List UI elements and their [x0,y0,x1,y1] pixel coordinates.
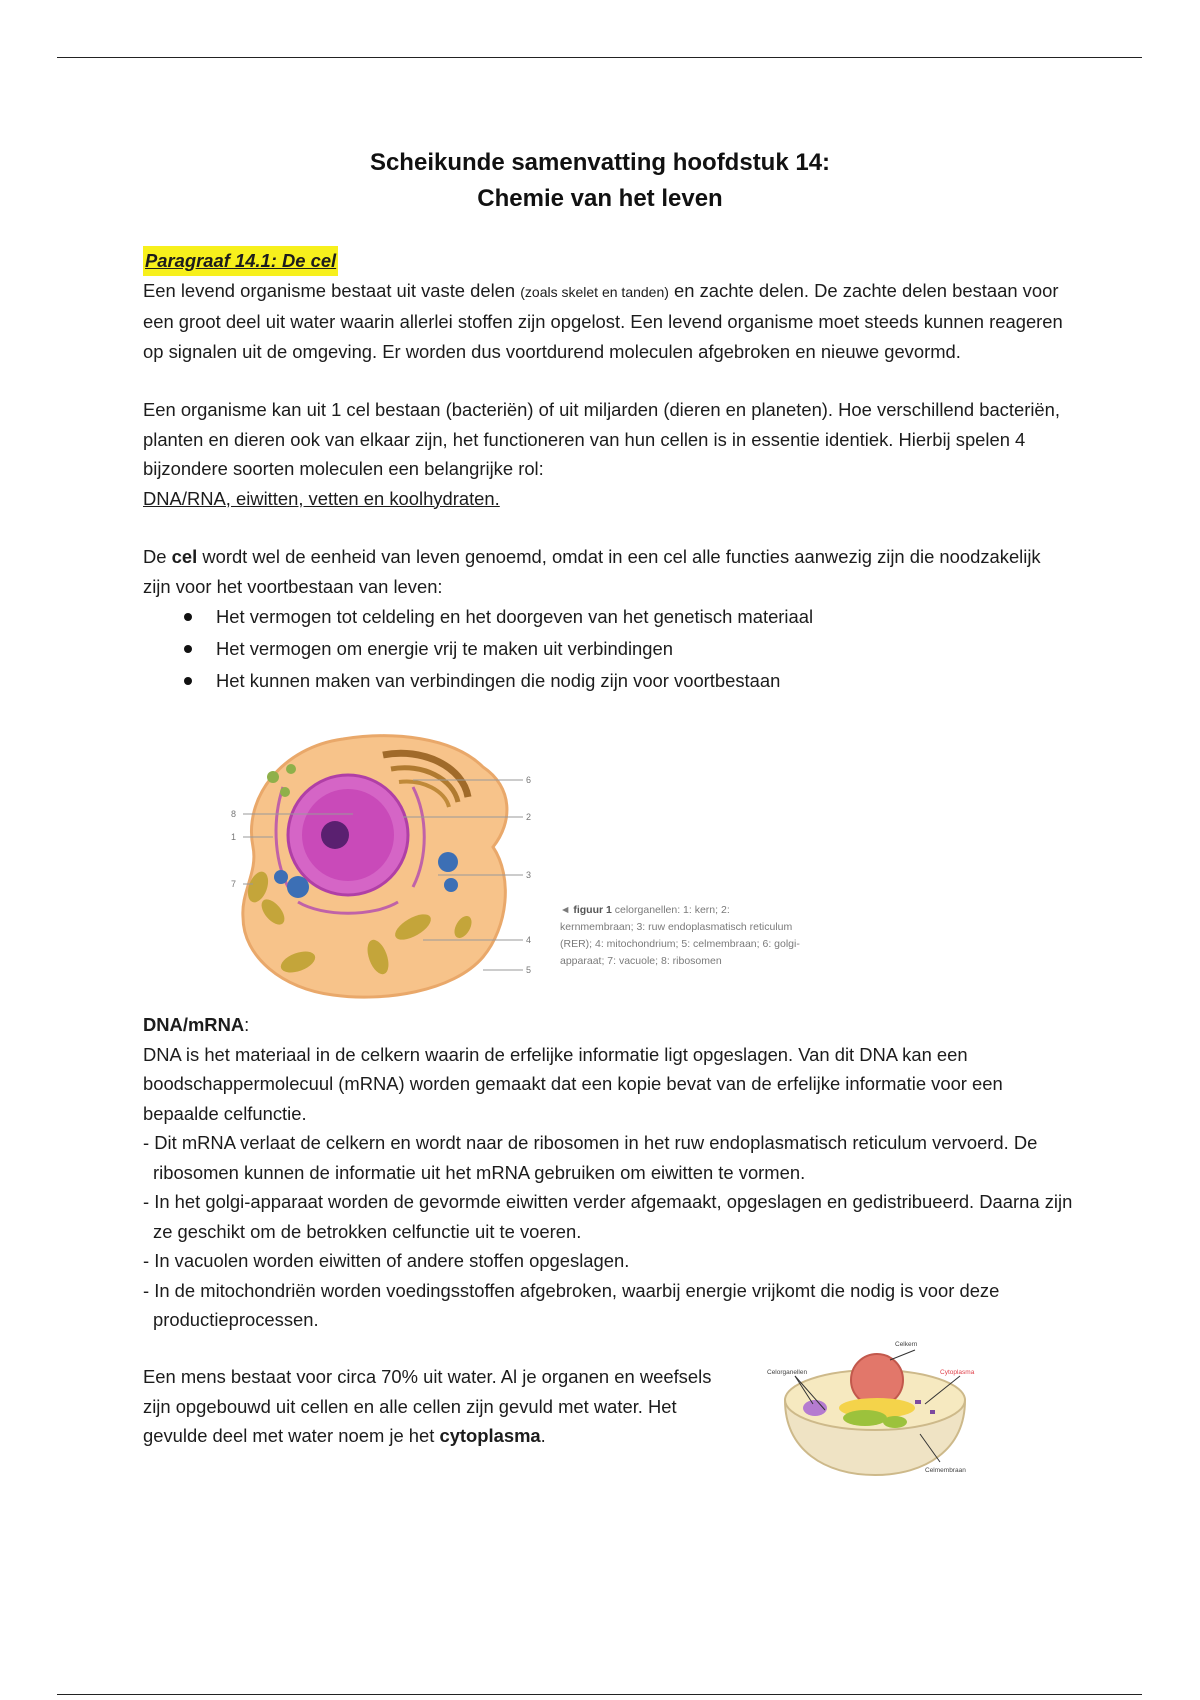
list-item: - In vacuolen worden eiwitten of andere stoffen opgeslagen. [143,1250,630,1271]
label-celkern: Celkern [895,1341,918,1348]
water-paragraph [143,1362,743,1451]
list-item: - In het golgi-apparaat worden de gevormde eiwitten verder afgemaakt, opgeslagen en gedistribueerd. Daarna zijn ze geschikt om de betrokken celfunctie uit te voeren. [143,1191,1073,1242]
dna-heading-suffix: : [244,1014,250,1035]
label-6: 6 [526,775,532,785]
list-item-text: Het vermogen om energie vrij te maken uit verbindingen [216,638,673,659]
dna-section [143,1010,1083,1335]
paragraph-2 [143,395,1073,513]
top-rule [57,57,1142,58]
paragraph-3 [143,542,1073,601]
caption-text: celorganellen: 1: kern; 2: kernmembraan; 3: ruw endoplasmatisch reticulum (RER); 4: mitochondrium; 5: celmembraan; 6: golgi-apparaat; 7: vacuole; 8: ribosomen [560,904,800,967]
cell-cross-section [765,1330,985,1480]
paragraph-1 [143,276,1073,367]
paragraph-1-end: en zachte delen. De zachte delen bestaan voor een groot deel uit water waarin allerlei stoffen zijn opgelost. Een levend organisme moet steeds kunnen reageren op signalen uit de omgeving. Er worden dus voortdurend moleculen afgebroken en nieuwe gevormd. [143,279,1063,362]
water-text: Een mens bestaat voor circa 70% uit water. Al je organen en weefsels zijn opgebouwd uit cellen en alle cellen zijn gevuld met water. Het gevulde deel met water noem je het [143,1366,712,1446]
label-celorganellen: Celorganellen [767,1369,808,1376]
title-line-2: Chemie van het leven [477,185,723,212]
list-item-text: Het kunnen maken van verbindingen die nodig zijn voor voortbestaan [216,670,781,691]
list-item: - Dit mRNA verlaat de celkern en wordt naar de ribosomen in het ruw endoplasmatisch reticulum vervoerd. De ribosomen kunnen de informatie uit het mRNA gebruiken om eiwitten te vormen. [143,1132,1038,1183]
label-cytoplasma: Cytoplasma [940,1369,975,1376]
cross-section-illustration [765,1330,985,1480]
bullet-icon [184,677,192,685]
section-content [143,246,1073,697]
term-cytoplasma: cytoplasma [439,1425,541,1446]
bullet-icon [184,613,192,621]
label-5: 5 [526,965,532,975]
paragraph-3-end: wordt wel de eenheid van leven genoemd, omdat in een cel alle functies aanwezig zijn die noodzakelijk zijn voor het voortbestaan van leven: [143,546,1041,597]
label-4: 4 [526,935,532,945]
page-title [0,145,1200,217]
vacuole [438,852,458,872]
label-1: 1 [231,832,237,842]
list-item [143,601,1073,633]
bullet-icon [184,645,192,653]
bottom-rule [57,1694,1142,1695]
figure-caption [560,902,800,970]
caption-label: figuur 1 [573,904,612,916]
bullet-list [143,601,1073,697]
nucleolus [321,821,349,849]
caption-marker-icon: ◄ [560,904,571,916]
term-cel: cel [171,546,198,567]
label-3: 3 [526,870,532,880]
label-celmembraan: Celmembraan [925,1467,966,1474]
list-item-text: Het vermogen tot celdeling en het doorgeven van het genetisch materiaal [216,606,814,627]
label-8: 8 [231,809,237,819]
paragraph-2-text: Een organisme kan uit 1 cel bestaan (bacteriën) of uit miljarden (dieren en planeten). Hoe verschillend bacteriën, planten en dieren ook van elkaar zijn, het functioneren van hun cellen is in essentie identiek. Hierbij spelen 4 bijzondere soorten moleculen een belangrijke rol: [143,399,1060,479]
list-item [143,665,1073,697]
label-7: 7 [231,879,237,889]
section-heading: Paragraaf 14.1: De cel [143,246,338,276]
paragraph-1-start: Een levend organisme bestaat uit vaste delen [143,279,521,301]
water-text-end: . [540,1425,546,1446]
title-line-1: Scheikunde samenvatting hoofdstuk 14: [369,149,831,176]
list-item: - In de mitochondriën worden voedingsstoffen afgebroken, waarbij energie vrijkomt die nodig is voor deze productieprocessen. [143,1279,1000,1330]
molecule-types: DNA/RNA, eiwitten, vetten en koolhydraten. [143,487,500,509]
dna-heading: DNA/mRNA [143,1014,245,1035]
list-item [143,633,1073,665]
dna-intro: DNA is het materiaal in de celkern waarin de erfelijke informatie ligt opgeslagen. Van dit DNA kan een boodschappermolecuul (mRNA) worden gemaakt dat een kopie bevat van de erfelijke informatie voor een bepaalde celfunctie. [143,1043,1003,1124]
paragraph-3-start: De [143,546,172,567]
paragraph-1-aside: (zoals skelet en tanden) [520,283,669,300]
label-2: 2 [526,812,532,822]
